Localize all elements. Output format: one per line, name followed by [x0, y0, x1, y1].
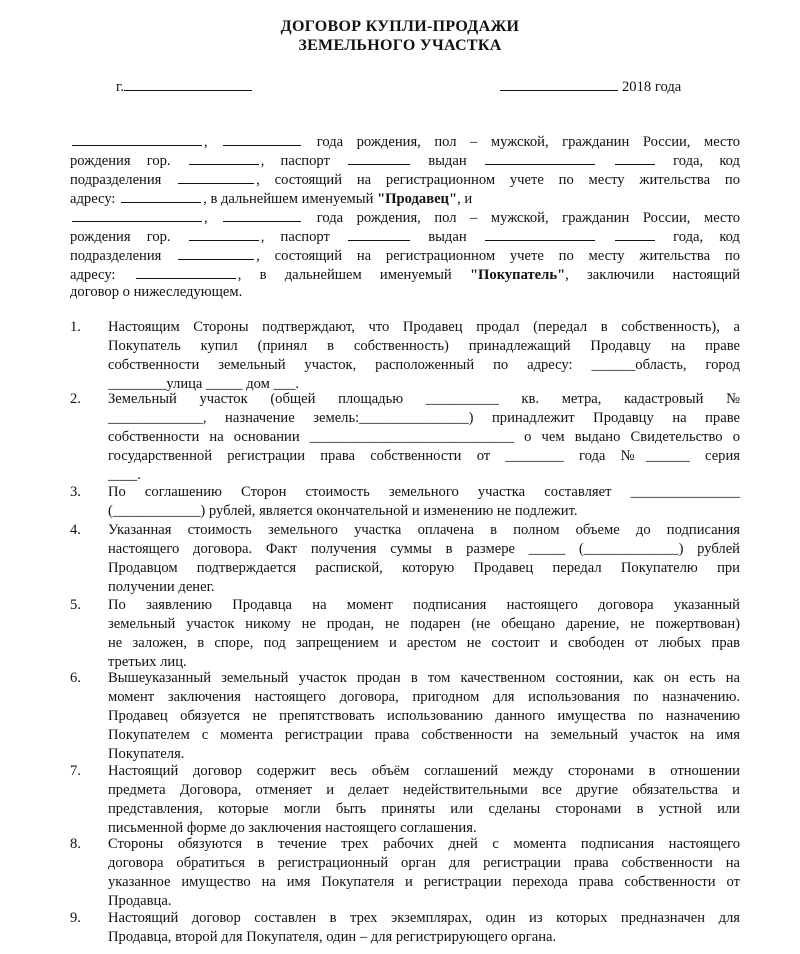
- clause-number: 8.: [70, 836, 81, 852]
- clause-line: Настоящий договор содержит весь объём соглашений между сторонами в отношении: [108, 763, 740, 779]
- document-subtitle: ЗЕМЕЛЬНОГО УЧАСТКА: [298, 37, 502, 54]
- clause-line: Покупателя.: [108, 746, 185, 762]
- clause-line: Покупатель купил (принял в собственность) принадлежащий Продавцу на праве: [108, 338, 740, 354]
- clause-line: Настоящий договор составлен в трех экземплярах, один из которых предназначен для: [108, 910, 740, 926]
- preamble-line: адресу: , в дальнейшем именуемый "Покупатель", заключили настоящий: [70, 264, 740, 285]
- clause-line: договора обратиться в регистрационный орган для регистрации права собственности на: [108, 855, 740, 871]
- clause-line: момент заключения настоящего договора, пригодном для использования по назначению.: [108, 689, 740, 705]
- clause-number: 6.: [70, 670, 81, 686]
- clause-line: Продавец обязуется не препятствовать использованию данного имущества по назначению: [108, 708, 740, 724]
- clause-line: указанное имущество на имя Покупателя и регистрации перехода права собственности от: [108, 874, 740, 890]
- clause-line: предмета Договора, отменяет и делает недействительными все другие обязательства и: [108, 782, 740, 798]
- clause-line: Настоящим Стороны подтверждают, что Продавец продал (передал в собственность), а: [108, 319, 740, 335]
- clause-line: Продавца.: [108, 893, 172, 909]
- clause-line: представления, которые могли быть приняты или сделаны сторонами в устной или: [108, 801, 740, 817]
- clause-line: настоящего договора. Факт получения суммы в размере _____ (_____________) рублей: [108, 541, 740, 557]
- clause-line: третьих лиц.: [108, 654, 187, 670]
- clause-line: Продавца, второй для Покупателя, один – для регистрирующего органа.: [108, 929, 557, 945]
- clause-number: 3.: [70, 484, 81, 500]
- clause-line: Земельный участок (общей площадью __________ кв. метра, кадастровый №: [108, 391, 740, 407]
- clause-number: 5.: [70, 597, 81, 613]
- clause-line: ________улица _____ дом ___.: [108, 376, 300, 392]
- clause-line: письменной форме до заключения настоящего соглашения.: [108, 820, 477, 836]
- preamble-line: подразделения , состоящий на регистрационном учете по месту жительства по: [70, 245, 740, 266]
- clause-line: Стороны обязуются в течение трех рабочих дней с момента подписания настоящего: [108, 836, 740, 852]
- preamble-line: подразделения , состоящий на регистрационном учете по месту жительства по: [70, 169, 740, 190]
- preamble-line: , года рождения, пол – мужской, гражданин России, место: [70, 131, 740, 152]
- preamble-line: рождения гор. , паспорт выдан года, код: [70, 150, 740, 171]
- clause-line: получении денег.: [108, 579, 215, 595]
- clause-line: ____.: [108, 467, 141, 483]
- clause-line: собственности на основании ____________________________ о чем выдано Свидетельство о: [108, 429, 740, 445]
- clause-number: 7.: [70, 763, 81, 779]
- clause-line: Указанная стоимость земельного участка оплачена в полном объеме до подписания: [108, 522, 740, 538]
- clause-number: 9.: [70, 910, 81, 926]
- clause-line: собственности земельный участок, расположенный по адресу: ______область, город: [108, 357, 740, 373]
- date-field: 2018 года: [500, 76, 681, 96]
- clause-line: не заложен, в споре, под запрещением и арестом не состоит и свободен от любых прав: [108, 635, 740, 651]
- preamble-line: договор о нижеследующем.: [70, 284, 243, 300]
- clause-line: государственной регистрации права собственности от ________ года №______ серия: [108, 448, 740, 464]
- clause-line: (____________) рублей, является окончательной и изменению не подлежит.: [108, 503, 578, 519]
- clause-line: По заявлению Продавца на момент подписания настоящего договора указанный: [108, 597, 740, 613]
- clause-number: 4.: [70, 522, 81, 538]
- clause-line: По соглашению Сторон стоимость земельного участка составляет _______________: [108, 484, 740, 500]
- clause-line: Вышеуказанный земельный участок продан в том качественном состоянии, как он есть на: [108, 670, 740, 686]
- clause-line: Покупателем с момента регистрации права собственности на земельный участок на имя: [108, 727, 740, 743]
- preamble-line: адресу: , в дальнейшем именуемый "Продавец", и: [70, 188, 740, 209]
- clause-line: _____________, назначение земель:_______________) принадлежит Продавцу на праве: [108, 410, 740, 426]
- clause-number: 2.: [70, 391, 81, 407]
- clause-number: 1.: [70, 319, 81, 335]
- preamble-line: , года рождения, пол – мужской, гражданин России, место: [70, 207, 740, 228]
- clause-line: Продавцом подтверждается распиской, которую Продавец передал Покупателю при: [108, 560, 740, 576]
- document-title: ДОГОВОР КУПЛИ-ПРОДАЖИ: [280, 18, 520, 35]
- preamble-line: рождения гор. , паспорт выдан года, код: [70, 226, 740, 247]
- clause-line: земельный участок никому не продан, не подарен (не обещано дарение, не пожертвован): [108, 616, 740, 632]
- city-field: г.: [116, 76, 252, 96]
